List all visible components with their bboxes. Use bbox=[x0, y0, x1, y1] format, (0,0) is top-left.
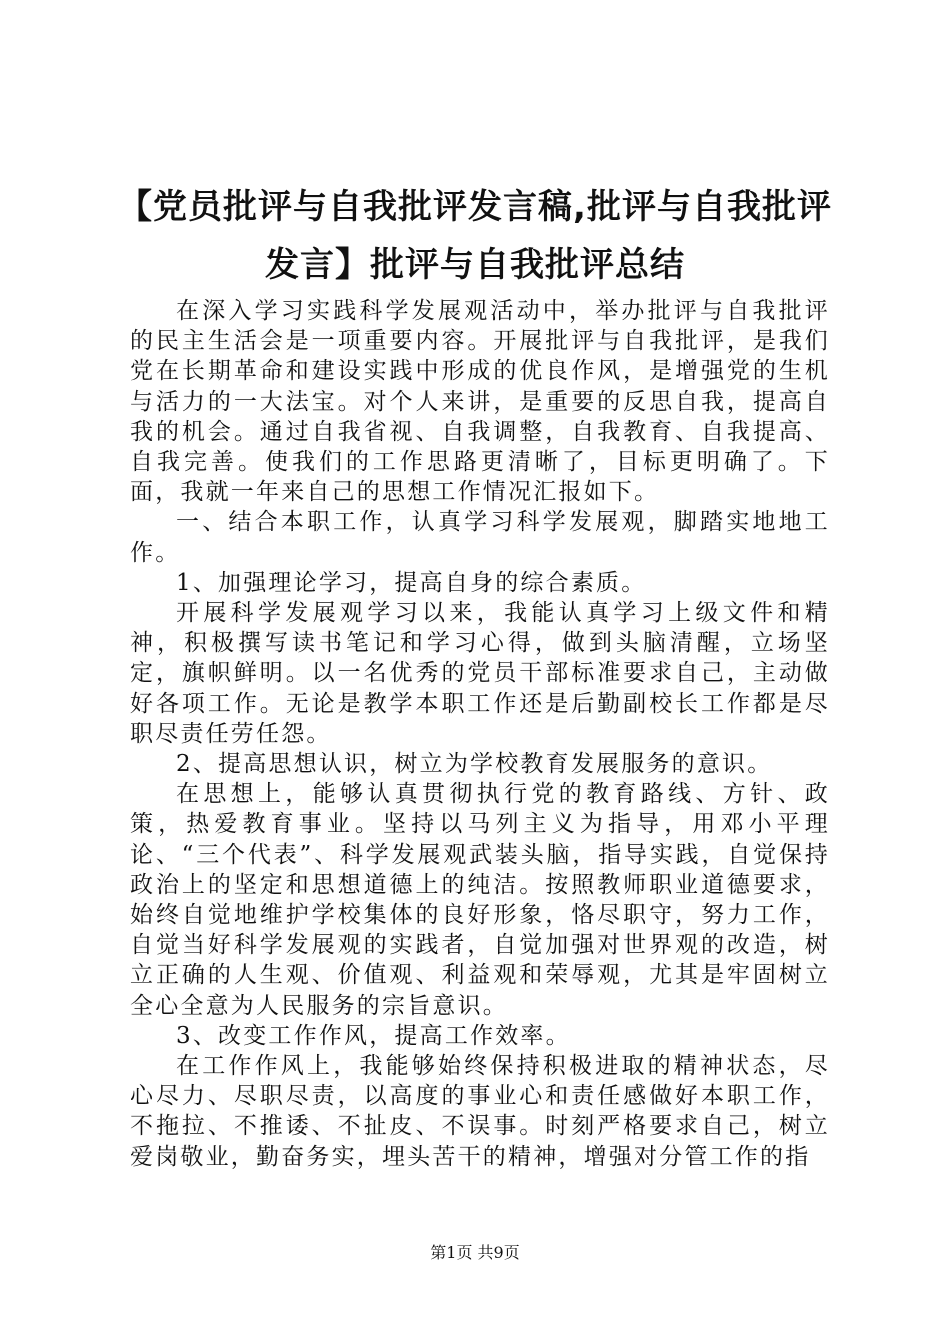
paragraph: 在思想上，能够认真贯彻执行党的教育路线、方针、政策，热爱教育事业。坚持以马列主义为指导，用邓小平理论、“三个代表”、科学发展观武装头脑，指导实践，自觉保持政治上的坚定和思想道德上的纯洁。按照教师职业道德要求，始终自觉地维护学校集体的良好形象，恪尽职守，努力工作，自觉当好科学发展观的实践者，自觉加强对世界观的改造，树立正确的人生观、价值观、利益观和荣辱观，尤其是牢固树立全心全意为人民服务的宗旨意识。 bbox=[130, 781, 830, 1019]
section-heading: 一、结合本职工作，认真学习科学发展观，脚踏实地地工作。 bbox=[130, 509, 830, 566]
subsection-heading: 1、加强理论学习，提高自身的综合素质。 bbox=[176, 569, 647, 596]
subsection-heading: 2、提高思想认识，树立为学校教育发展服务的意识。 bbox=[176, 751, 773, 778]
subsection-heading: 3、改变工作作风，提高工作效率。 bbox=[176, 1022, 571, 1049]
page-footer: 第1页 共9页 bbox=[430, 1243, 520, 1262]
document-title: 【党员批评与自我批评发言稿,批评与自我批评发言】批评与自我批评总结 bbox=[118, 187, 832, 285]
paragraph: 在工作作风上，我能够始终保持积极进取的精神状态，尽心尽力、尽职尽责，以高度的事业心和责任感做好本职工作，不拖拉、不推诿、不扯皮、不误事。时刻严格要求自己，树立爱岗敬业，勤奋务实，埋头苦干的精神，增强对分管工作的指 bbox=[130, 1053, 830, 1170]
document-body bbox=[130, 296, 830, 1172]
paragraph: 在深入学习实践科学发展观活动中，举办批评与自我批评的民主生活会是一项重要内容。开展批评与自我批评，是我们党在长期革命和建设实践中形成的优良作风，是增强党的生机与活力的一大法宝。对个人来讲，是重要的反思自我，提高自我的机会。通过自我省视、自我调整，自我教育、自我提高、自我完善。使我们的工作思路更清晰了，目标更明确了。下面，我就一年来自己的思想工作情况汇报如下。 bbox=[130, 298, 830, 506]
paragraph: 开展科学发展观学习以来，我能认真学习上级文件和精神，积极撰写读书笔记和学习心得，做到头脑清醒，立场坚定，旗帜鲜明。以一名优秀的党员干部标准要求自己，主动做好各项工作。无论是教学本职工作还是后勤副校长工作都是尽职尽责任劳任怨。 bbox=[130, 600, 830, 747]
